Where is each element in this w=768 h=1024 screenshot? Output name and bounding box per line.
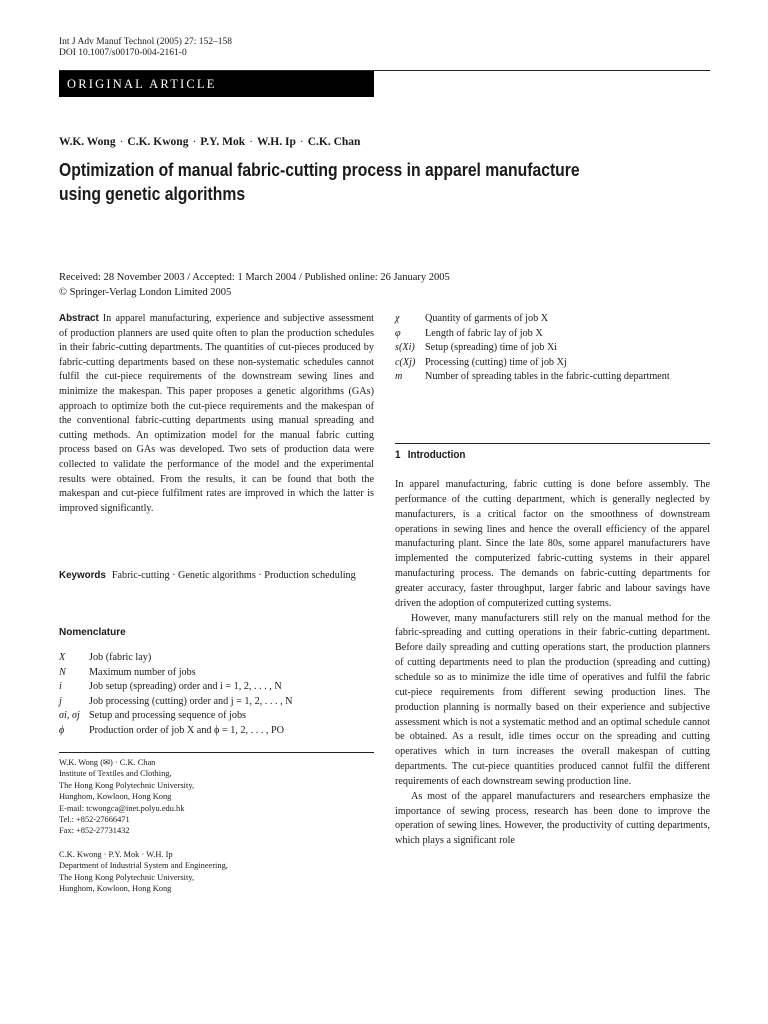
nomenclature-list-right [395,312,710,385]
author-name: P.Y. Mok [200,136,246,148]
paragraph: As most of the apparel manufacturers and researchers emphasize the importance of sewing process, research has been done to improve the operation of sewing lines. However, the productivity of cutting departments, which plays a significant role [395,790,710,847]
author-separator: · [249,136,253,148]
journal-reference: Int J Adv Manuf Technol (2005) 27: 152–158 [59,37,233,47]
publication-dates [59,270,450,300]
paragraph: However, many manufacturers still rely on the manual method for the fabric-spreading and cutting operations in their fabric-cutting department. Before daily spreading and cutting operations start, the production planners of cutting departments need to plan the production (spreading and cutting) schedule so as to minimize the idle time of operatives and fulfil the fabric cut-piece requirements from different sewing production lines. The production planning is normally based on their experience and subjective assessment which is not a systematic method and an optimal schedule cannot be obtained. As a result, idle times occur on the spreading and cutting operatives which in turn increases the overall makespan of cutting departments. The cut-piece quantities produced cannot fulfil the different requirements of each downstream sewing production line. [395,612,710,787]
affiliation-names: W.K. Wong (✉) · C.K. Chan [59,758,156,767]
affiliation-line: Hunghom, Kowloon, Hong Kong [59,792,172,802]
affiliation-email: E-mail: tcwongca@inet.polyu.edu.hk [59,803,185,813]
keywords [59,569,374,584]
article-title [59,158,609,206]
affiliation-tel: Tel.: +852-27666471 [59,815,130,825]
nomenclature-row [395,341,710,356]
nomenclature-definition: Job (fabric lay) [89,652,152,663]
nomenclature-symbol: φ [395,327,401,339]
nomenclature-definition: Production order of job X and ϕ = 1, 2, . . . , PO [89,724,285,736]
affiliation-line: Hunghom, Kowloon, Hong Kong [59,884,172,894]
nomenclature-definition: Setup (spreading) time of job Xi [425,342,558,354]
received-dates: Received: 28 November 2003 / Accepted: 1 March 2004 / Published online: 26 January 2005 [59,272,450,283]
nomenclature-symbol: c(Xj) [395,356,416,368]
nomenclature-definition: Quantity of garments of job X [425,313,549,324]
nomenclature-definition: Length of fabric lay of job X [425,327,543,339]
nomenclature-row [395,312,710,327]
author-name: C.K. Chan [307,136,361,148]
nomenclature-row [59,651,374,666]
nomenclature-row [395,327,710,342]
author-name: C.K. Kwong [127,136,189,148]
copyright-line: © Springer-Verlag London Limited 2005 [59,287,232,298]
author-separator: · [119,136,124,148]
nomenclature-row [59,695,374,710]
nomenclature-row [395,356,710,371]
nomenclature-symbol: m [395,371,403,383]
nomenclature-row [59,724,374,739]
affiliation-line: The Hong Kong Polytechnic University, [59,780,195,790]
affiliation-block [59,757,194,837]
nomenclature-row [59,709,374,724]
nomenclature-list-left [59,651,374,739]
nomenclature-symbol: χ [395,313,400,324]
author-name: W.K. Wong [59,136,116,148]
nomenclature-symbol: N [59,666,66,678]
title-line: using genetic algorithms [59,183,246,204]
abstract-text: In apparel manufacturing, experience and subjective assessment of production planners are used quite often to plan the production schedules in their fabric-cutting departments. The quantities of cut-pieces produced by fabric-cutting departments based on these non-systematic schedules cannot fulfil the cut-piece requirements of the downstream sewing lines and minimize the makespan. This paper proposes a genetic algorithms (GAs) approach to optimize both the cut-piece requirements and the makespan of the conventional fabric-cutting departments using manual spreading and cutting methods. An optimization model for the manual fabric cutting process based on GAs was developed. Two sets of production data were collected to validate the performance of the model and the experimental results were obtained. From the results, it can be found that both the makespan and cut-piece fulfilment rates are improved in which the latter is improved significantly. [59,313,374,514]
nomenclature-definition: Maximum number of jobs [89,666,196,678]
introduction-body [395,478,710,849]
doi-line: DOI 10.1007/s00170-004-2161-0 [59,48,187,58]
abstract-label: Abstract [59,313,99,324]
nomenclature-heading: Nomenclature [59,627,126,638]
nomenclature-definition: Processing (cutting) time of job Xj [425,356,567,368]
keywords-label: Keywords [59,570,106,581]
title-line: Optimization of manual fabric-cutting process in apparel manufacture [59,159,580,180]
affiliation-rule [59,752,374,753]
affiliation-names: C.K. Kwong · P.Y. Mok · W.H. Ip [59,850,173,859]
affiliation-line: Department of Industrial System and Engineering, [59,861,228,871]
nomenclature-symbol: ϕ [59,724,65,736]
article-type-banner: ORIGINAL ARTICLE [59,71,374,97]
author-name: W.H. Ip [256,136,296,148]
nomenclature-symbol: s(Xi) [395,342,415,354]
nomenclature-row [395,370,710,385]
affiliation-line: Institute of Textiles and Clothing, [59,769,172,779]
nomenclature-symbol: X [59,652,66,663]
nomenclature-definition: Job setup (spreading) order and i = 1, 2, . . . , N [89,681,282,693]
nomenclature-definition: Setup and processing sequence of jobs [89,710,247,722]
section-title: Introduction [407,449,466,461]
affiliation-line: The Hong Kong Polytechnic University, [59,872,195,882]
abstract [59,312,374,516]
section-rule [395,443,710,444]
affiliation-fax: Fax: +852-27731432 [59,826,130,836]
section-heading [395,449,465,461]
affiliation-block [59,849,228,895]
author-list [59,136,360,148]
keywords-text: Fabric-cutting · Genetic algorithms · Production scheduling [111,570,356,581]
section-number: 1 [395,449,401,461]
nomenclature-definition: Job processing (cutting) order and j = 1, 2, . . . , N [89,695,293,707]
nomenclature-symbol: j [59,695,62,707]
nomenclature-symbol: σi, σj [59,710,80,722]
author-separator: · [192,136,197,148]
author-separator: · [299,136,304,148]
nomenclature-row [59,680,374,695]
nomenclature-definition: Number of spreading tables in the fabric-cutting department [425,371,670,383]
nomenclature-symbol: i [59,681,62,693]
paragraph: In apparel manufacturing, fabric cutting is done before assembly. The performance of the cutting department, which is generally neglected by manufacturers, is a critical factor on the smoothness of downstream operations in sewing lines and hence the overall efficiency of the apparel manufacturing plant. Since the late 80s, some apparel manufacturers have implemented the computerized fabric-cutting systems in their apparel manufacturing process. The demands on fabric-cutting departments for greater accuracy, faster throughput, larger fabric and labour savings have driven the adoption of computerized cutting systems. [395,479,710,609]
nomenclature-row [59,666,374,681]
